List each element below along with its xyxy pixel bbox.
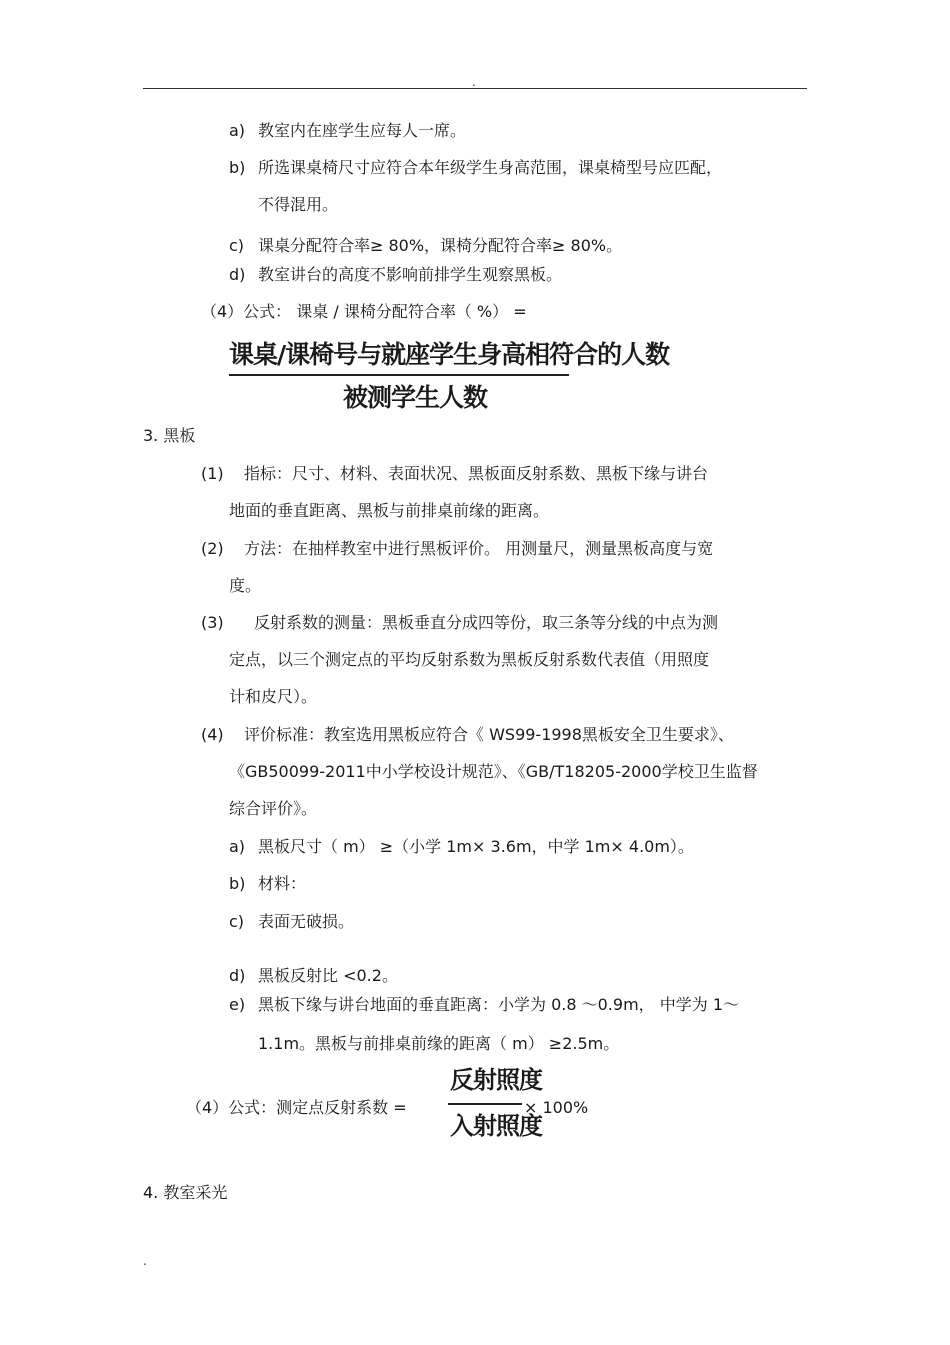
s3-item-a-text: 黑板尺寸（ m） ≥（小学 1m× 3.6m，中学 1m× 4.0m）。 [258,837,694,856]
formula2-numerator: 反射照度 [450,1066,542,1094]
s3-item-c-marker: c) [229,912,245,931]
formula2-denominator: 入射照度 [450,1112,542,1140]
s3-p1-line2: 地面的垂直距离、黑板与前排桌前缘的距离。 [229,501,550,520]
s3-p4-line3: 综合评价》。 [229,799,318,818]
item-b-text-line2: 不得混用。 [258,195,339,214]
s3-p2-marker: (2) [201,539,224,558]
s3-p4-line1: 评价标准：教室选用黑板应符合《 WS99-1998黑板安全卫生要求》、 [244,725,734,744]
section4-heading: 4. 教室采光 [143,1183,228,1202]
header-rule [143,88,807,89]
item-a-marker: a) [229,121,246,140]
s3-p4-marker: (4) [201,725,224,744]
s3-p3-line3: 计和皮尺）。 [229,687,318,706]
formula2-label: （4）公式：测定点反射系数 = [186,1098,407,1117]
item-b-text-line1: 所选课桌椅尺寸应符合本年级学生身高范围，课桌椅型号应匹配， [258,158,723,177]
item-a-text: 教室内在座学生应每人一席。 [258,121,467,140]
s3-p3-marker: (3) [201,613,224,632]
item-b-marker: b) [229,158,246,177]
s3-item-c-text: 表面无破损。 [258,912,355,931]
s3-item-e-line2: 1.1m。黑板与前排桌前缘的距离（ m） ≥2.5m。 [258,1034,620,1053]
item-d-marker: d) [229,265,246,284]
formula1-denominator: 被测学生人数 [343,383,488,412]
s3-p1-line1: 指标：尺寸、材料、表面状况、黑板面反射系数、黑板下缘与讲台 [244,464,709,483]
item-d-text: 教室讲台的高度不影响前排学生观察黑板。 [258,265,563,284]
s3-item-e-marker: e) [229,995,246,1014]
formula1-fraction-bar [229,374,569,376]
s3-item-b-text: 材料： [258,874,307,893]
s3-item-a-marker: a) [229,837,246,856]
s3-p2-line2: 度。 [229,576,262,595]
item-c-marker: c) [229,236,245,255]
formula1-label: （4）公式： 课桌 / 课椅分配符合率（ %） = [201,302,527,321]
s3-p1-marker: (1) [201,464,224,483]
formula2-fraction-bar [448,1103,522,1105]
item-c-text: 课桌分配符合率≥ 80%，课椅分配符合率≥ 80%。 [258,236,623,255]
s3-p2-line1: 方法：在抽样教室中进行黑板评价。 用测量尺，测量黑板高度与宽 [244,539,714,558]
header-dot: . [472,75,476,89]
s3-p4-line2: 《GB50099-2011中小学校设计规范》、《GB/T18205-2000学校卫生监督 [229,762,758,781]
formula1-numerator: 课桌/课椅号与就座学生身高相符合的人数 [229,340,670,369]
footer-dot: . [143,1254,147,1268]
s3-p3-line2: 定点，以三个测定点的平均反射系数为黑板反射系数代表值（用照度 [229,650,710,669]
s3-item-d-marker: d) [229,966,246,985]
s3-item-e-line1: 黑板下缘与讲台地面的垂直距离：小学为 0.8 ～0.9m， 中学为 1～ [258,995,740,1014]
s3-item-b-marker: b) [229,874,246,893]
s3-p3-line1: 反射系数的测量：黑板垂直分成四等份，取三条等分线的中点为测 [254,613,719,632]
formula2-suffix: × 100% [524,1098,589,1117]
section3-heading: 3. 黑板 [143,426,196,445]
s3-item-d-text: 黑板反射比 <0.2。 [258,966,398,985]
